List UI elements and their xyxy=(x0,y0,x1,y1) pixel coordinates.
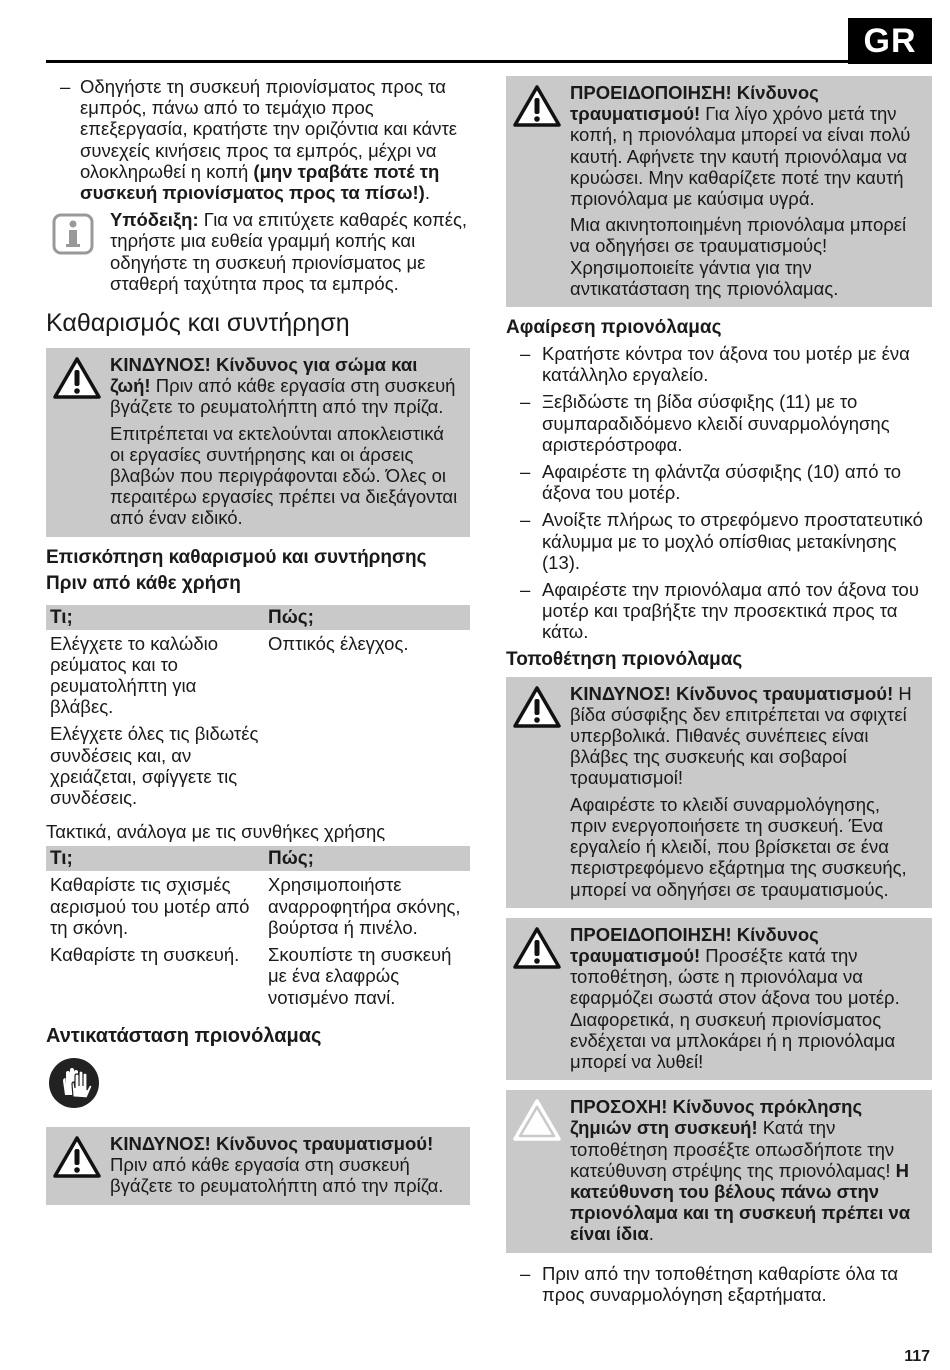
right-column xyxy=(506,76,932,1311)
table-before-use xyxy=(46,605,470,812)
table-row: Καθαρίστε τις σχισμές αερισμού του μοτέρ από τη σκόνη. Χρησιμοποιήστε αναρροφητήρα σκόνης, βούρτσα ή πινέλο. xyxy=(50,874,461,938)
caution-triangle-icon xyxy=(512,1098,562,1142)
table-regularly xyxy=(46,846,470,1010)
warning-triangle-icon xyxy=(52,356,102,400)
danger-box-body-life: ΚΙΝΔΥΝΟΣ! Κίνδυνος για σώμα και ζωή! Πριν από κάθε εργασία στη συσκευή βγάζετε το ρευματολήπτη από την πρίζα. Επιτρέπεται να εκτελούνται αποκλειστικά οι εργασίες συντήρησης και οι άρσεις βλαβών που περιγράφονται εδώ. Όλες οι περαιτέρω εργασίες πρέπει να διεξάγονται από έναν ειδικό. xyxy=(46,348,470,537)
hint-note: Υπόδειξη: Για να επιτύχετε καθαρές κοπές, τηρήστε μια ευθεία γραμμή κοπής και οδηγήστε τη συσκευή πριονίσματος με σταθερή ταχύτητα προς τα εμπρός. xyxy=(46,209,470,294)
caution-box-rotation: ΠΡΟΣΟΧΗ! Κίνδυνος πρόκλησης ζημιών στη συσκευή! Κατά την τοποθέτηση προσέξτε οπωσδήποτε την κατεύθυνση στρέψης της πριονόλαμας! Η κατεύθυνση του βέλους πάνω στην πριονόλαμα και τη συσκευή πρέπει να είναι ίδια. xyxy=(506,1090,932,1252)
warning-triangle-icon xyxy=(512,84,562,128)
replace-blade-title: Αντικατάσταση πριονόλαμας xyxy=(46,1024,322,1047)
table-header-how: Πώς; xyxy=(264,846,470,871)
warning-triangle-icon xyxy=(52,1135,102,1179)
regularly-heading: Τακτικά, ανάλογα με τις συνθήκες χρήσης xyxy=(46,821,386,843)
page-number: 117 xyxy=(904,1348,930,1365)
list-item: – Αφαιρέστε την πριονόλαμα από τον άξονα του μοτέρ και τραβήξτε την προσεκτικά προς τα κάτω. xyxy=(520,579,919,643)
warning-triangle-icon xyxy=(512,685,562,729)
language-badge: GR xyxy=(848,18,932,64)
header-rule xyxy=(46,60,932,63)
table-header-what: Τι; xyxy=(46,605,264,630)
overview-title: Επισκόπηση καθαρισμού και συντήρησης xyxy=(46,546,427,568)
table-header-what: Τι; xyxy=(46,846,264,871)
dash-marker: – xyxy=(60,76,71,97)
list-item: – Ξεβιδώστε τη βίδα σύσφιξης (11) με το συμπαραδιδόμενο κλειδί συναρμολόγησης αριστερόστροφα. xyxy=(520,391,890,455)
table-row: Ελέγχετε όλες τις βιδωτές συνδέσεις και, αν χρειάζεται, σφίγγετε τις συνδέσεις. xyxy=(50,723,259,809)
table-row: Καθαρίστε τη συσκευή. Σκουπίστε τη συσκευή με ένα ελαφρώς νοτισμένο πανί. xyxy=(50,944,452,1008)
install-blade-title: Τοποθέτηση πριονόλαμας xyxy=(506,648,743,670)
table-row: Ελέγχετε το καλώδιο ρεύματος και το ρευματολήπτη για βλάβες. Οπτικός έλεγχος. xyxy=(50,632,409,718)
info-icon xyxy=(52,213,94,255)
danger-box-injury: ΚΙΝΔΥΝΟΣ! Κίνδυνος τραυματισμού! Πριν από κάθε εργασία στη συσκευή βγάζετε το ρευματολήπτη από την πρίζα. xyxy=(46,1127,470,1205)
intro-bullet: – Οδηγήστε τη συσκευή πριονίσματος προς τα εμπρός, πάνω από το τεμάχιο προς επεξεργασία, κρατήστε την οριζόντια και κάντε συνεχείς κινήσεις προς τα εμπρός, μέχρι να ολοκληρωθεί η κοπή (μην τραβάτε ποτέ τη συσκευή πριονίσματος προς τα πίσω!). xyxy=(60,76,458,204)
section-title: Καθαρισμός και συντήρηση xyxy=(46,309,350,338)
warning-box-blade-fit: ΠΡΟΕΙΔΟΠΟΙΗΣΗ! Κίνδυνος τραυματισμού! Προσέξτε κατά την τοποθέτηση, ώστε η πριονόλαμα να εφαρμόζει σωστά στον άξονα του μοτέρ. Διαφορετικά, η συσκευή πριονίσματος ενδέχεται να μπλοκάρει ή η πριονόλαμα μπορεί να λυθεί! xyxy=(506,918,932,1080)
warning-triangle-icon xyxy=(512,926,562,970)
list-item: – Ανοίξτε πλήρως το στρεφόμενο προστατευτικό κάλυμμα με το μοχλό οπίσθιας μετακίνησης (13). xyxy=(520,509,923,573)
table-header-how: Πώς; xyxy=(264,605,470,630)
gloves-icon xyxy=(48,1057,100,1109)
danger-box-clamping-screw: ΚΙΝΔΥΝΟΣ! Κίνδυνος τραυματισμού! Η βίδα σύσφιξης δεν επιτρέπεται να σφιχτεί υπερβολικά. Πιθανές συνέπειες είναι βλάβες της συσκευής και σοβαροί τραυματισμοί! Αφαιρέστε το κλειδί συναρμολόγησης, πριν ενεργοποιήσετε τη συσκευή. Ένα εργαλείο ή κλειδί, που βρίσκεται σε ένα περιστρεφόμενο εξάρτημα της συσκευής, μπορεί να οδηγήσει σε τραυματισμούς. xyxy=(506,677,932,908)
list-item: – Πριν από την τοποθέτηση καθαρίστε όλα τα προς συναρμολόγηση εξαρτήματα. xyxy=(520,1262,899,1305)
left-column xyxy=(46,76,470,1215)
remove-blade-title: Αφαίρεση πριονόλαμας xyxy=(506,317,722,339)
list-item: – Κρατήστε κόντρα τον άξονα του μοτέρ με ένα κατάλληλο εργαλείο. xyxy=(520,343,910,386)
before-use-heading: Πριν από κάθε χρήση xyxy=(46,572,241,594)
list-item: – Αφαιρέστε τη φλάντζα σύσφιξης (10) από το άξονα του μοτέρ. xyxy=(520,461,902,504)
warning-box-hot-blade: ΠΡΟΕΙΔΟΠΟΙΗΣΗ! Κίνδυνος τραυματισμού! Για λίγο χρόνο μετά την κοπή, η πριονόλαμα μπορεί να είναι πολύ καυτή. Αφήνετε την καυτή πριονόλαμα να κρυώσει. Μην καθαρίζετε ποτέ την καυτή πριονόλαμα με καύσιμα υγρά. Μια ακινητοποιημένη πριονόλαμα μπορεί να οδηγήσει σε τραυματισμούς! Χρησιμοποιείτε γάντια για την αντικατάσταση της πριονόλαμας. xyxy=(506,76,932,307)
